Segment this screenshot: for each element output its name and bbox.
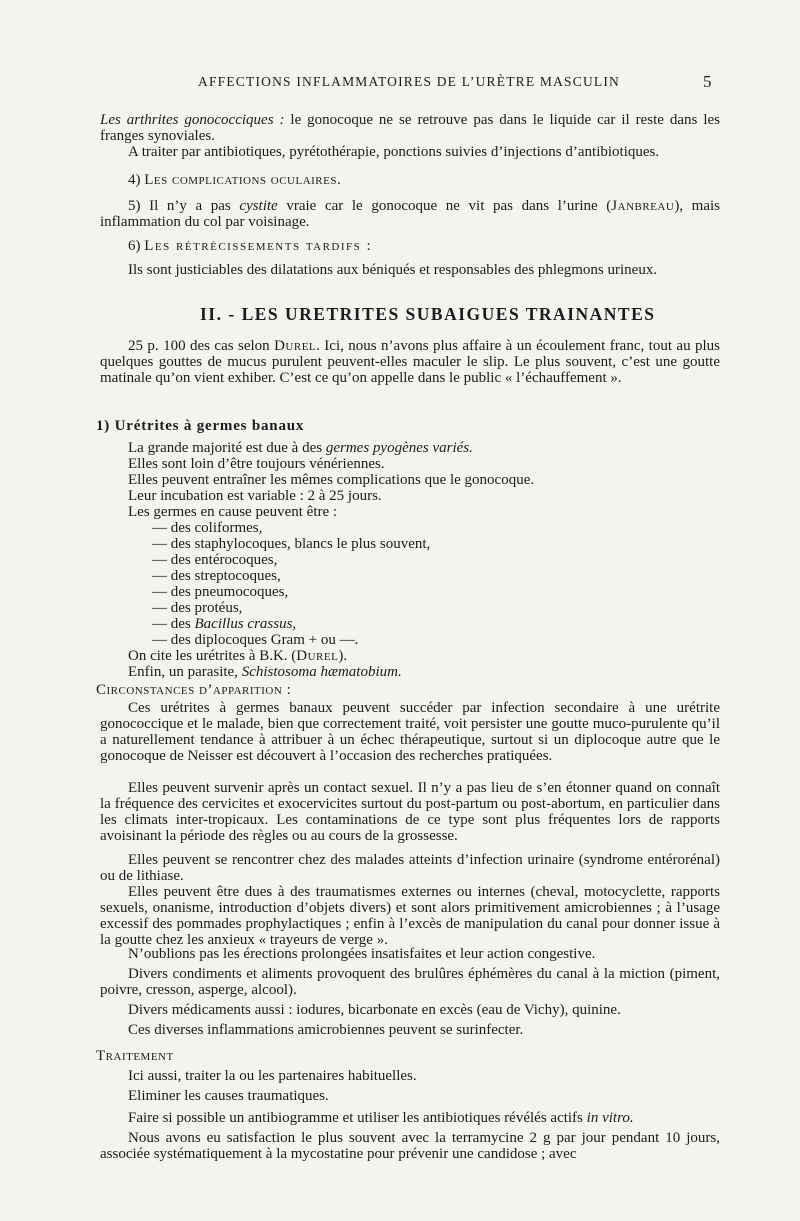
heading-traitement: Traitement <box>96 1048 174 1064</box>
page-number: 5 <box>703 72 712 91</box>
paragraph-trait-3 <box>100 1110 720 1126</box>
list-line: La grande majorité est due à des germes pyogènes variés. <box>128 440 473 456</box>
heading-retrecissements-num: 6) <box>128 238 145 254</box>
list-item: — des streptocoques, <box>152 568 281 584</box>
paragraph-circ-8: Ces diverses inflammations amicrobiennes peuvent se surinfecter. <box>128 1022 524 1038</box>
intro-author: Durel <box>274 338 317 354</box>
subheading-germes-banaux: 1) Urétrites à germes banaux <box>96 418 305 434</box>
intro-a: 25 p. 100 des cas selon <box>128 338 275 354</box>
list-line: On cite les urétrites à B.K. (Durel). <box>128 648 348 664</box>
heading-retrecissements <box>100 238 720 254</box>
list-line: Enfin, un parasite, Schistosoma hæmatobium. <box>128 664 402 680</box>
intro-c: . Ici, nous n’avons plus affaire à un écoulement franc, tout au plus quelques gouttes de mucus purulent peuvent-elles maculer le slip. Le plus souvent, c’est une goutte matinale qu’on vient exhiber. C’est ce qu’on appelle dans le public « l’échauffement ». <box>100 338 721 386</box>
paragraph-circ-5: N’oublions pas les érections prolongées insatisfaites et leur action congestive. <box>128 946 596 962</box>
cystite-a: 5) Il n’y a pas <box>128 198 240 214</box>
list-item: — des diplocoques Gram + ou —. <box>152 632 359 648</box>
paragraph-traiter: A traiter par antibiotiques, pyrétothérapie, ponctions suivies d’injections d’antibiotiques. <box>128 144 660 160</box>
paragraph-circ-2: Elles peuvent survenir après un contact sexuel. Il n’y a pas lieu de s’en étonner quand on connaît la fréquence des cervicites et exocervicites surtout du post-partum ou post-abortum, en particulier dans les climats inter-tropicaux. Les contaminations de ce type sont plus fréquentes lors de rapports avoisinant la période des règles ou au cours de la grossesse. <box>100 780 720 844</box>
paragraph-circ-3: Elles peuvent se rencontrer chez des malades atteints d’infection urinaire (syndrome entérorénal) ou de lithiase. <box>100 852 720 884</box>
paragraph-circ-6: Divers condiments et aliments provoquent des brulûres éphémères du canal à la miction (piment, poivre, cresson, asperge, alcool). <box>100 966 720 998</box>
cystite-c: vraie car le gonocoque ne vit pas dans l’urine ( <box>277 198 612 214</box>
heading-oculaires-text: Les complications oculaires. <box>144 172 342 188</box>
list-germes <box>128 440 718 680</box>
arthrites-rest: le gonocoque ne se retrouve pas dans le liquide car il reste dans les franges synoviales. <box>100 112 720 144</box>
trait-3-a: Faire si possible un antibiogramme et utiliser les antibiotiques révélés actifs <box>128 1110 587 1126</box>
trait-3-b: in vitro. <box>586 1110 634 1126</box>
list-line: Elles peuvent entraîner les mêmes complications que le gonocoque. <box>128 472 535 488</box>
paragraph-justiciables: Ils sont justiciables des dilatations aux béniqués et responsables des phlegmons urineux. <box>128 262 658 278</box>
list-item: — des pneumocoques, <box>152 584 289 600</box>
list-line: Leur incubation est variable : 2 à 25 jours. <box>128 488 382 504</box>
list-item: — des staphylocoques, blancs le plus souvent, <box>152 536 431 552</box>
heading-oculaires <box>100 172 720 188</box>
heading-retrecissements-text: Les rétrécissements tardifs : <box>144 238 373 254</box>
arthrites-lead: Les arthrites gonococciques : <box>100 112 285 128</box>
paragraph-cystite <box>100 198 720 230</box>
paragraph-arthrites <box>100 112 720 144</box>
paragraph-trait-4: Nous avons eu satisfaction le plus souvent avec la terramycine 2 g par jour pendant 10 jours, associée systématiquement à la mycostatine pour prévenir une candidose ; avec <box>100 1130 720 1162</box>
list-line: Elles sont loin d’être toujours vénériennes. <box>128 456 385 472</box>
paragraph-circ-7: Divers médicaments aussi : iodures, bicarbonate en excès (eau de Vichy), quinine. <box>128 1002 621 1018</box>
heading-oculaires-num: 4) <box>128 172 145 188</box>
paragraph-trait-2: Eliminer les causes traumatiques. <box>128 1088 329 1104</box>
cystite-b: cystite <box>239 198 278 214</box>
paragraph-trait-1: Ici aussi, traiter la ou les partenaires habituelles. <box>128 1068 417 1084</box>
paragraph-circ-1: Ces urétrites à germes banaux peuvent succéder par infection secondaire à une urétrite gonococcique et le malade, bien que correctement traité, voit persister une goutte muco-purulente qu’il a naturellement tendance à attribuer à un échec thérapeutique, surtout si un diplocoque autre que le gonocoque de Neisser est découvert à l’occasion des recherches pratiquées. <box>100 700 720 764</box>
list-item: — des protéus, <box>152 600 243 616</box>
paragraph-intro <box>100 338 720 386</box>
paragraph-circ-4: Elles peuvent être dues à des traumatismes externes ou internes (cheval, motocyclette, rapports sexuels, onanisme, introduction d’objets divers) et sont alors primitivement amicrobiennes ; à l’usage excessif des pommades prophylactiques ; enfin à l’excès de manipulation du canal pour donner issue à la goutte chez les anxieux « trayeurs de verge ». <box>100 884 720 948</box>
running-header: AFFECTIONS INFLAMMATOIRES DE L’URÈTRE MASCULIN <box>198 74 620 89</box>
cystite-e: ), mais inflammation du col par voisinage. <box>100 198 721 230</box>
heading-circonstances: Circonstances d’apparition : <box>96 682 292 698</box>
cystite-author: Janbreau <box>611 198 675 214</box>
list-item: — des Bacillus crassus, <box>152 616 297 632</box>
list-line: Les germes en cause peuvent être : <box>128 504 338 520</box>
list-item: — des entérocoques, <box>152 552 278 568</box>
section-title: II. - LES URETRITES SUBAIGUES TRAINANTES <box>200 304 656 324</box>
list-item: — des coliformes, <box>152 520 263 536</box>
